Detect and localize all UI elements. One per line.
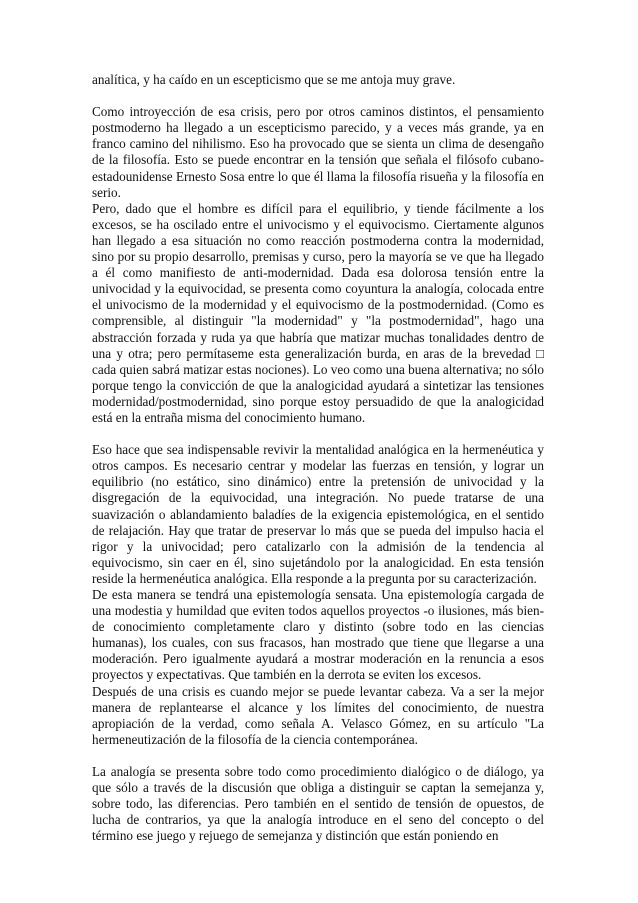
paragraph-3: Pero, dado que el hombre es difícil para el equilibrio, y tiende fácilmente a los excesos, se ha oscilado entre el univocismo y el equivocismo. Ciertamente algunos han llegado a esa situación no como reacción postmoderna contra la modernidad, sino por su propio desarrollo, premisas y curso, pero la mayoría se ve que ha llegado a él como manifiesto de anti-modernidad. Dada esa dolorosa tensión entre la univocidad y la equivocidad, se presenta como coyuntura la analogía, colocada entre el univocismo de la modernidad y el equivocismo de la postmodernidad. (Como es comprensible, al distinguir "la modernidad" y "la postmodernidad", hago una abstracción forzada y ruda ya que habría que matizar muchas tonalidades dentro de una y otra; pero permítaseme esta generalización burda, en aras de la brevedad □ cada quien sabrá matizar estas nociones). Lo veo como una buena alternativa; no sólo porque tengo la convicción de que la analogicidad ayudará a sintetizar las tensiones modernidad/postmodernidad, sino porque estoy persuadido de que la analogicidad está en la entraña misma del conocimiento humano.	[92, 200, 544, 425]
paragraph-4: Eso hace que sea indispensable revivir la mentalidad analógica en la hermenéutica y otros campos. Es necesario centrar y modelar las fuerzas en tensión, y lograr un equilibrio (no estático, sino dinámico) entre la pretensión de univocidad y la disgregación de la equivocidad, una integración. No puede tratarse de una suavización o ablandamiento baladíes de la exigencia epistemológica, en el sentido de relajación. Hay que tratar de preservar lo más que se pueda del impulso hacia el rigor y la univocidad; pero catalizarlo con la admisión de la tendencia al equivocismo, sin caer en él, sino sujetándolo por la analogicidad. En esta tensión reside la hermenéutica analógica. Ella responde a la pregunta por su caracterización.	[92, 442, 544, 586]
paragraph-gap	[92, 748, 544, 764]
paragraph-5: De esta manera se tendrá una epistemología sensata. Una epistemología cargada de una modestia y humildad que eviten todos aquellos proyectos -o ilusiones, más bien- de conocimiento completamente claro y distinto (sobre todo en las ciencias humanas), los cuales, con sus fracasos, han mostrado que tiene que llegarse a una moderación. Pero igualmente ayudará a mostrar moderación en la renuncia a esos proyectos y expectativas. Que también en la derrota se eviten los excesos.	[92, 587, 544, 683]
document-page	[92, 72, 544, 845]
paragraph-gap	[92, 426, 544, 442]
paragraph-2: Como introyección de esa crisis, pero por otros caminos distintos, el pensamiento postmoderno ha llegado a un escepticismo parecido, y a veces más grande, ya en franco camino del nihilismo. Eso ha provocado que se sienta un clima de desengaño de la filosofía. Esto se puede encontrar en la tensión que señala el filósofo cubano-estadounidense Ernesto Sosa entre lo que él llama la filosofía risueña y la filosofía en serio.	[92, 104, 544, 200]
paragraph-1: analítica, y ha caído en un escepticismo que se me antoja muy grave.	[92, 72, 456, 87]
paragraph-7: La analogía se presenta sobre todo como procedimiento dialógico o de diálogo, ya que sólo a través de la discusión que obliga a distinguir se captan la semejanza y, sobre todo, las diferencias. Pero también en el sentido de tensión de opuestos, de lucha de contrarios, ya que la analogía introduce en el seno del concepto o del término ese juego y rejuego de semejanza y distinción que están poniendo en	[92, 764, 544, 844]
paragraph-6: Después de una crisis es cuando mejor se puede levantar cabeza. Va a ser la mejor manera de replantearse el alcance y los límites del conocimiento, de nuestra apropiación de la verdad, como señala A. Velasco Gómez, en su artículo "La hermeneutización de la filosofía de la ciencia contemporánea.	[92, 683, 544, 747]
paragraph-gap	[92, 88, 544, 104]
